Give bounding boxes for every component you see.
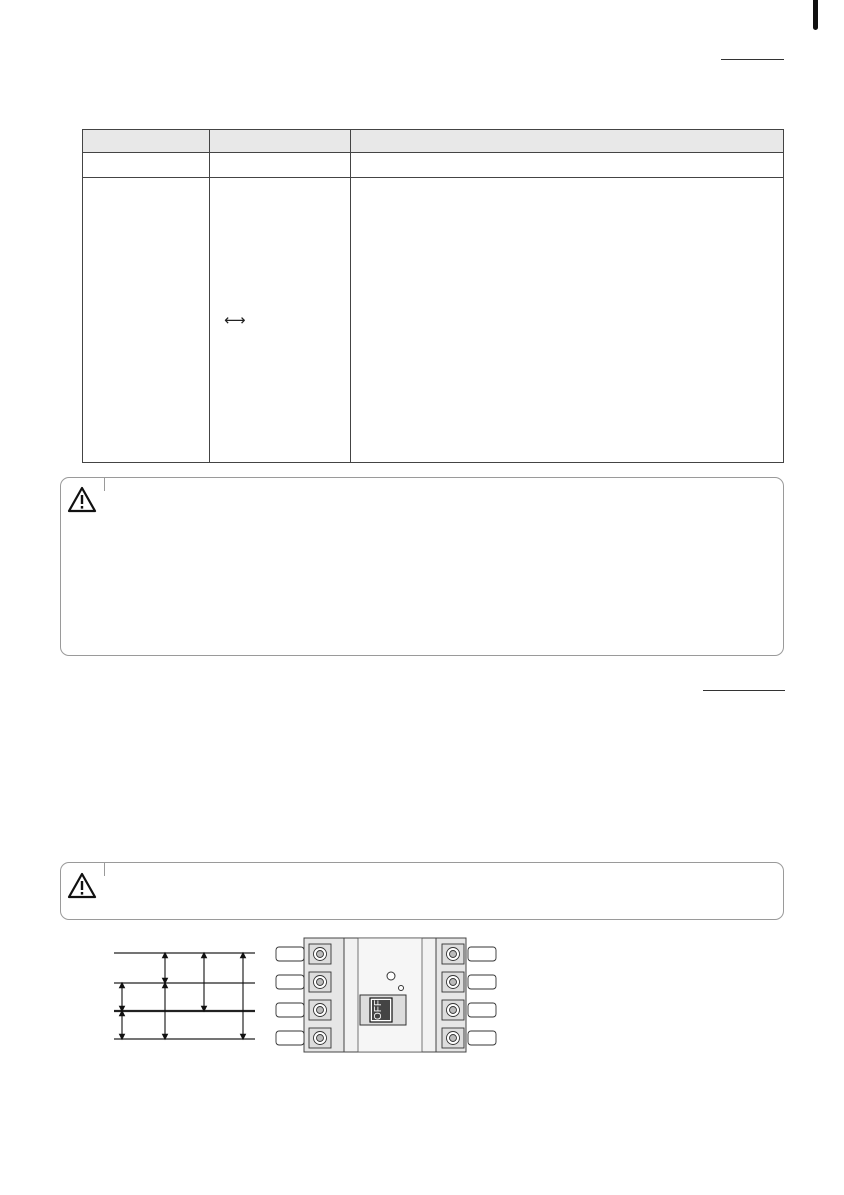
circuit-breaker-illustration xyxy=(276,938,496,1052)
table-cell xyxy=(83,178,210,463)
caution-tab-marker xyxy=(104,478,105,491)
table-cell xyxy=(351,178,784,463)
table-header-cell xyxy=(210,130,351,153)
caution-box xyxy=(60,862,784,920)
spec-table xyxy=(82,129,784,463)
table-cell xyxy=(83,153,210,178)
table-row xyxy=(83,153,784,178)
table-header-row xyxy=(83,130,784,153)
table-row xyxy=(83,178,784,463)
phase-lines xyxy=(114,953,255,1039)
caution-tab-marker xyxy=(104,863,105,876)
table-header-cell xyxy=(83,130,210,153)
section-rule-top xyxy=(721,59,784,60)
table-cell xyxy=(351,153,784,178)
table-cell xyxy=(210,178,351,463)
binding-mark xyxy=(813,0,818,30)
voltage-arrows xyxy=(122,955,243,1037)
table-header-cell xyxy=(351,130,784,153)
warning-triangle-icon xyxy=(67,486,97,513)
warning-triangle-icon xyxy=(67,872,97,899)
bidirectional-arrow-icon: ⟷ xyxy=(224,311,246,329)
section-rule-middle xyxy=(703,690,785,691)
caution-box xyxy=(60,477,784,656)
table-cell xyxy=(210,153,351,178)
wiring-diagram xyxy=(108,936,498,1056)
breaker-switch-label: OFF xyxy=(373,1000,384,1020)
